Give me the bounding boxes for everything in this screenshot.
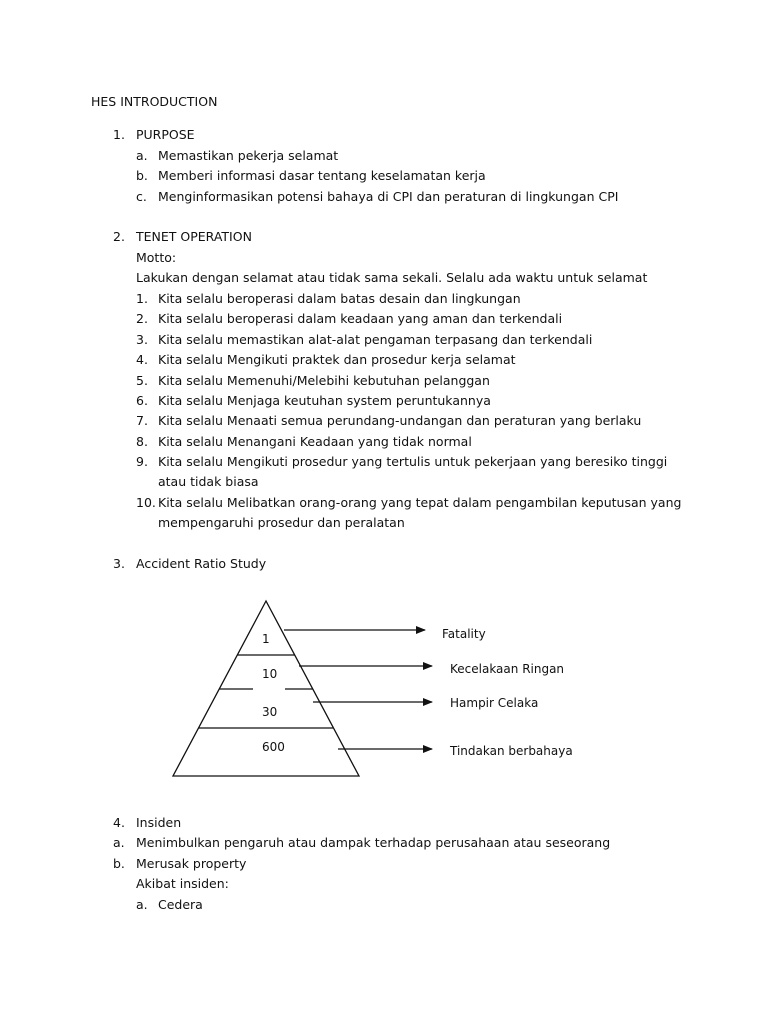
pyramid-value: 1: [262, 632, 270, 646]
list-marker: b.: [136, 168, 148, 183]
pyramid-value: 30: [262, 705, 278, 719]
list-marker: 8.: [136, 434, 148, 449]
list-marker: 9.: [136, 454, 148, 469]
list-item: Memberi informasi dasar tentang keselamatan kerja: [158, 168, 486, 183]
list-marker: c.: [136, 189, 147, 204]
list-item: Kita selalu memastikan alat-alat pengaman terpasang dan terkendali: [158, 332, 593, 347]
list-item: Kita selalu Menaati semua perundang-undangan dan peraturan yang berlaku: [158, 413, 642, 428]
list-item: Kita selalu beroperasi dalam keadaan yang aman dan terkendali: [158, 311, 563, 326]
list-marker: b.: [113, 856, 125, 871]
list-item: Menginformasikan potensi bahaya di CPI dan peraturan di lingkungan CPI: [158, 189, 619, 204]
list-item-continuation: atau tidak biasa: [158, 474, 259, 489]
list-item: Memastikan pekerja selamat: [158, 148, 339, 163]
section-heading-accident-ratio: Accident Ratio Study: [136, 556, 267, 571]
list-item: Kita selalu Menangani Keadaan yang tidak normal: [158, 434, 472, 449]
page-title: HES INTRODUCTION: [91, 94, 218, 109]
list-item: Kita selalu Memenuhi/Melebihi kebutuhan pelanggan: [158, 373, 490, 388]
section-number: 2.: [113, 229, 125, 244]
list-item: Kita selalu beroperasi dalam batas desain dan lingkungan: [158, 291, 521, 306]
list-marker: 3.: [136, 332, 148, 347]
section-heading-tenet: TENET OPERATION: [136, 229, 252, 244]
akibat-label: Akibat insiden:: [136, 876, 229, 891]
list-item: Menimbulkan pengaruh atau dampak terhadap perusahaan atau seseorang: [136, 835, 611, 850]
list-item: Kita selalu Menjaga keutuhan system peruntukannya: [158, 393, 491, 408]
section-number: 4.: [113, 815, 125, 830]
list-marker: a.: [136, 148, 148, 163]
list-marker: 7.: [136, 413, 148, 428]
section-number: 3.: [113, 556, 125, 571]
section-number: 1.: [113, 127, 125, 142]
list-marker: a.: [113, 835, 125, 850]
pyramid-label-kecelakaan-ringan: Kecelakaan Ringan: [450, 662, 565, 676]
list-marker: 10.: [136, 495, 156, 510]
pyramid-value: 600: [262, 740, 285, 754]
list-marker: a.: [136, 897, 148, 912]
pyramid-label-fatality: Fatality: [442, 627, 486, 641]
section-heading-purpose: PURPOSE: [136, 127, 195, 142]
motto-label: Motto:: [136, 250, 177, 265]
section-heading-insiden: Insiden: [136, 815, 182, 830]
list-marker: 2.: [136, 311, 148, 326]
pyramid-value: 10: [262, 667, 278, 681]
list-item: Kita selalu Mengikuti praktek dan prosedur kerja selamat: [158, 352, 516, 367]
pyramid-label-tindakan-berbahaya: Tindakan berbahaya: [450, 744, 573, 758]
list-item: Cedera: [158, 897, 203, 912]
list-marker: 4.: [136, 352, 148, 367]
list-marker: 5.: [136, 373, 148, 388]
list-item-continuation: mempengaruhi prosedur dan peralatan: [158, 515, 405, 530]
list-item: Merusak property: [136, 856, 247, 871]
list-marker: 6.: [136, 393, 148, 408]
pyramid-label-hampir-celaka: Hampir Celaka: [450, 696, 539, 710]
list-item: Kita selalu Melibatkan orang-orang yang tepat dalam pengambilan keputusan yang: [158, 495, 682, 510]
motto-text: Lakukan dengan selamat atau tidak sama sekali. Selalu ada waktu untuk selamat: [136, 270, 648, 285]
list-marker: 1.: [136, 291, 148, 306]
list-item: Kita selalu Mengikuti prosedur yang tertulis untuk pekerjaan yang beresiko tinggi: [158, 454, 668, 469]
